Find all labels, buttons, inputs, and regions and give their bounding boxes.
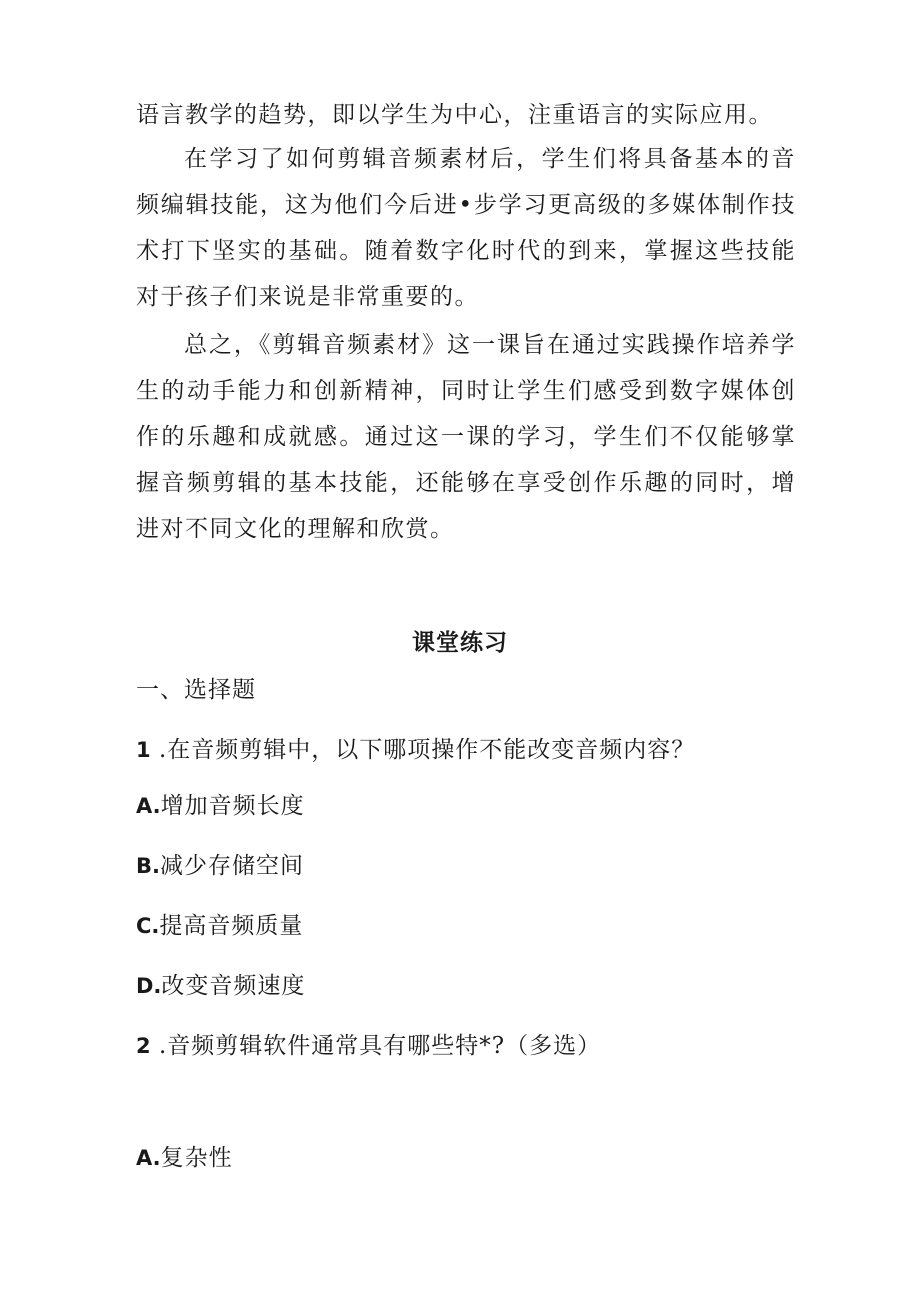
question-1 bbox=[136, 730, 695, 770]
option-text: 复杂性 bbox=[160, 1145, 233, 1171]
question-2 bbox=[136, 1026, 601, 1066]
option-letter: A. bbox=[136, 1146, 161, 1170]
question-text: .音频剪辑软件通常具有哪些特*?（多选） bbox=[158, 1033, 602, 1059]
option-text: 提高音频质量 bbox=[159, 913, 304, 939]
option-letter: B. bbox=[136, 854, 160, 878]
paragraph-summary: 总之，《剪辑音频素材》这一课旨在通过实践操作培养学生的动手能力和创新精神，同时让学生们感受到数字媒体创作的乐趣和成就感。通过这一课的学习，学生们不仅能够掌握音频剪辑的基本技能，还能够在享受创作乐趣的同时，增进对不同文化的理解和欣赏。 bbox=[136, 332, 796, 542]
paragraph-audio-skills: 在学习了如何剪辑音频素材后，学生们将具备基本的音频编辑技能，这为他们今后进•步学习更高级的多媒体制作技术打下坚实的基础。随着数字化时代的到来，掌握这些技能对于孩子们来说是非常重要的。 bbox=[136, 146, 796, 310]
section-title: 课堂练习 bbox=[412, 629, 508, 656]
option-letter: C. bbox=[136, 914, 160, 938]
option-item bbox=[136, 906, 303, 946]
option-text: 减少存储空间 bbox=[159, 853, 304, 879]
option-item bbox=[136, 966, 305, 1006]
option-item bbox=[136, 786, 305, 826]
option-item bbox=[136, 846, 304, 886]
option-text: 改变音频速度 bbox=[161, 973, 306, 999]
option-letter: A. bbox=[136, 794, 161, 818]
paragraph-continuation: 语言教学的趋势，即以学生为中心，注重语言的实际应用。 bbox=[136, 102, 773, 128]
question-number: 2 bbox=[136, 1034, 151, 1058]
question-text: .在音频剪辑中，以下哪项操作不能改变音频内容？ bbox=[158, 737, 696, 763]
part-heading: 一、选择题 bbox=[136, 677, 256, 703]
question-number: 1 bbox=[136, 738, 151, 762]
option-letter: D. bbox=[136, 974, 162, 998]
option-item bbox=[136, 1138, 233, 1178]
option-text: 增加音频长度 bbox=[160, 793, 305, 819]
